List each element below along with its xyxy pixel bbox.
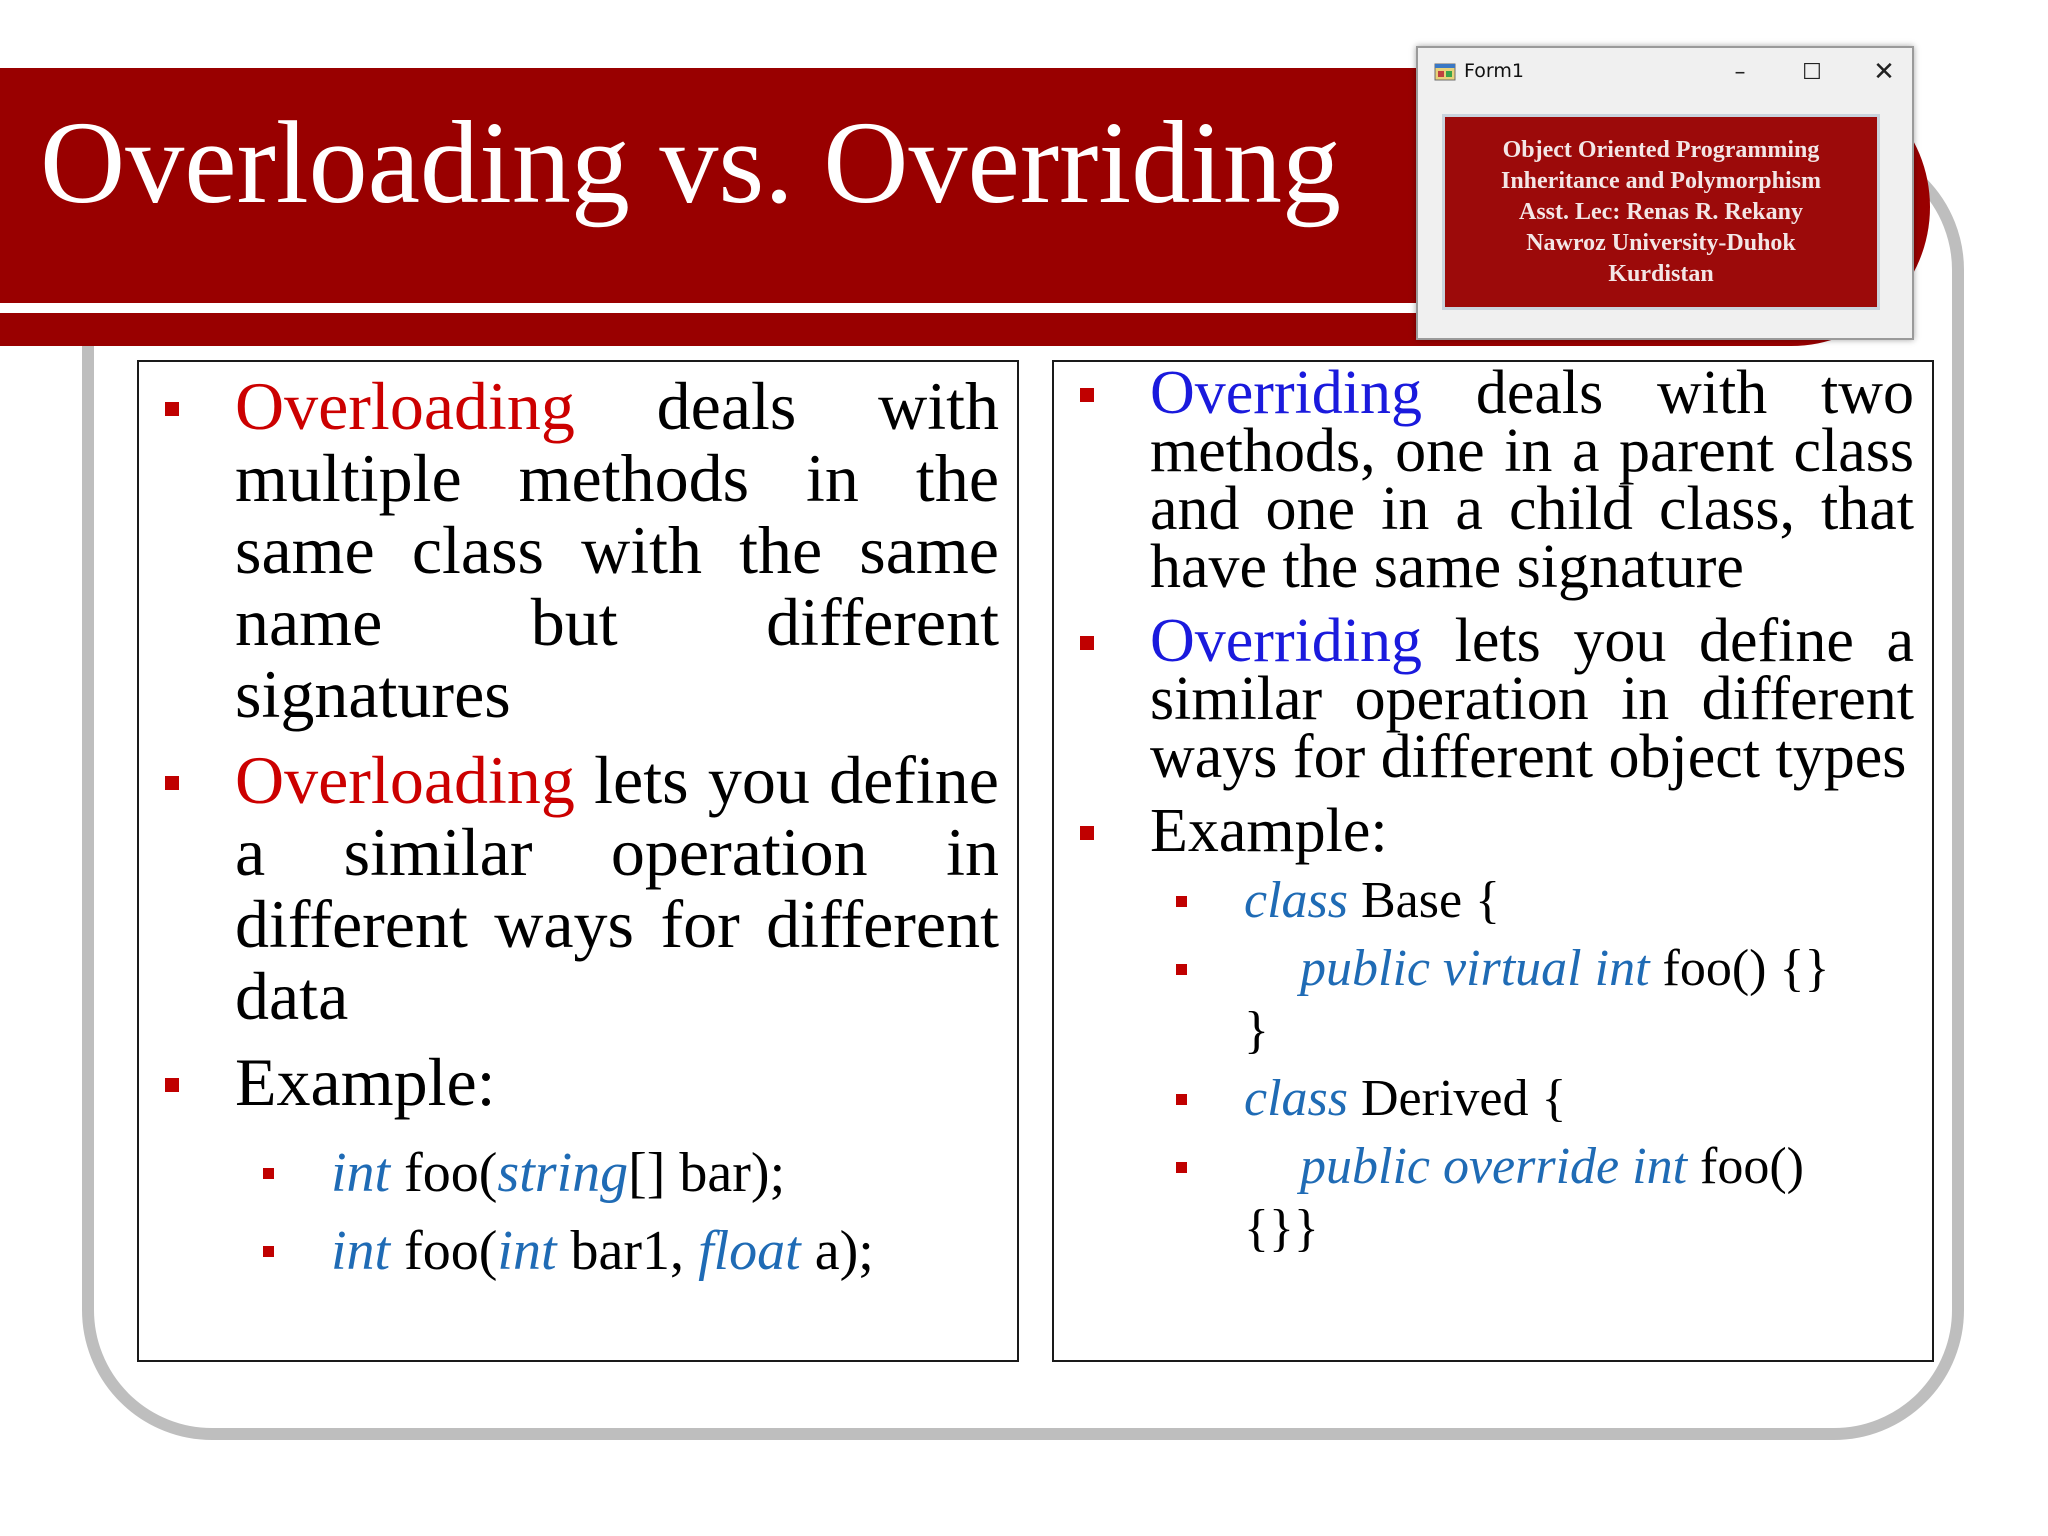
square-bullet-icon	[165, 402, 179, 416]
example-label: Example:	[235, 1044, 496, 1120]
code-keyword: class	[1244, 872, 1348, 929]
course-info-line: Object Oriented Programming	[1502, 136, 1820, 163]
code-text: [] bar);	[628, 1142, 786, 1204]
close-button[interactable]: ✕	[1873, 57, 1895, 87]
bullet-text: lets you define a similar operation in different ways for different object types	[1150, 607, 1914, 791]
square-bullet-icon	[263, 1246, 274, 1257]
code-line-4	[1244, 1136, 1914, 1260]
bullet-text: lets you define a similar operation in different ways for different data	[235, 742, 999, 1034]
overloading-bullet-1	[235, 370, 999, 730]
overriding-box	[1052, 360, 1934, 1362]
overloading-keyword: Overloading	[235, 368, 575, 444]
overloading-box	[137, 360, 1019, 1362]
overriding-example-list	[1244, 870, 1914, 1260]
code-text: foo() {}	[1649, 940, 1830, 997]
square-bullet-icon	[1176, 896, 1187, 907]
square-bullet-icon	[1176, 964, 1187, 975]
overloading-bullet-2	[235, 744, 999, 1032]
code-keyword: public virtual int	[1300, 940, 1650, 997]
code-text: foo(	[390, 1220, 498, 1282]
slide-title: Overloading vs. Overriding	[40, 97, 1341, 228]
code-text: Derived {	[1348, 1070, 1567, 1127]
code-keyword: public override int	[1300, 1138, 1688, 1195]
course-info-line: Kurdistan	[1608, 260, 1714, 287]
overriding-bullet-list	[1150, 359, 1914, 1276]
overriding-bullet-3	[1150, 797, 1914, 1260]
maximize-button[interactable]: ☐	[1802, 59, 1822, 85]
square-bullet-icon	[165, 776, 179, 790]
square-bullet-icon	[1080, 636, 1094, 650]
square-bullet-icon	[165, 1078, 179, 1092]
code-keyword: int	[331, 1220, 391, 1282]
code-keyword: int	[497, 1220, 557, 1282]
code-line-2	[1244, 938, 1914, 1062]
course-info-line: Inheritance and Polymorphism	[1500, 167, 1821, 194]
square-bullet-icon	[1080, 826, 1094, 840]
form1-window[interactable]	[1416, 46, 1914, 340]
square-bullet-icon	[1080, 388, 1094, 402]
code-text: a);	[800, 1220, 874, 1282]
course-info-line: Nawroz University-Duhok	[1526, 229, 1796, 256]
code-line-2	[331, 1212, 999, 1290]
bullet-text: deals with two methods, one in a parent class and one in a child class, that have the same signature	[1150, 359, 1914, 601]
overriding-bullet-2	[1150, 607, 1914, 791]
bullet-text: deals with multiple methods in the same class with the same name but different signatures	[235, 368, 999, 732]
overloading-bullet-3	[235, 1046, 999, 1290]
overloading-example-list	[331, 1134, 999, 1290]
code-text: foo()	[1687, 1138, 1804, 1195]
code-keyword: float	[698, 1220, 801, 1282]
code-keyword: string	[497, 1142, 629, 1204]
code-wrap: {}}	[1244, 1200, 1319, 1257]
code-keyword: int	[331, 1142, 391, 1204]
code-wrap: }	[1244, 1002, 1269, 1059]
code-keyword: class	[1244, 1070, 1348, 1127]
code-text: Base {	[1348, 872, 1501, 929]
window-titlebar[interactable]	[1418, 48, 1912, 96]
overriding-keyword: Overriding	[1150, 359, 1423, 427]
course-info-panel	[1442, 114, 1880, 310]
app-form-icon	[1434, 62, 1456, 82]
code-text: foo(	[390, 1142, 498, 1204]
overloading-keyword: Overloading	[235, 742, 575, 818]
code-line-1	[1244, 870, 1914, 932]
example-label: Example:	[1150, 797, 1388, 865]
overriding-keyword: Overriding	[1150, 607, 1423, 675]
minimize-button[interactable]: –	[1734, 59, 1746, 85]
course-info-line: Asst. Lec: Renas R. Rekany	[1519, 198, 1803, 225]
overloading-bullet-list	[235, 370, 999, 1304]
square-bullet-icon	[263, 1168, 274, 1179]
square-bullet-icon	[1176, 1162, 1187, 1173]
code-line-3	[1244, 1068, 1914, 1130]
code-text: bar1,	[556, 1220, 699, 1282]
overriding-bullet-1	[1150, 359, 1914, 601]
window-title: Form1	[1464, 60, 1524, 82]
code-line-1	[331, 1134, 999, 1212]
square-bullet-icon	[1176, 1094, 1187, 1105]
